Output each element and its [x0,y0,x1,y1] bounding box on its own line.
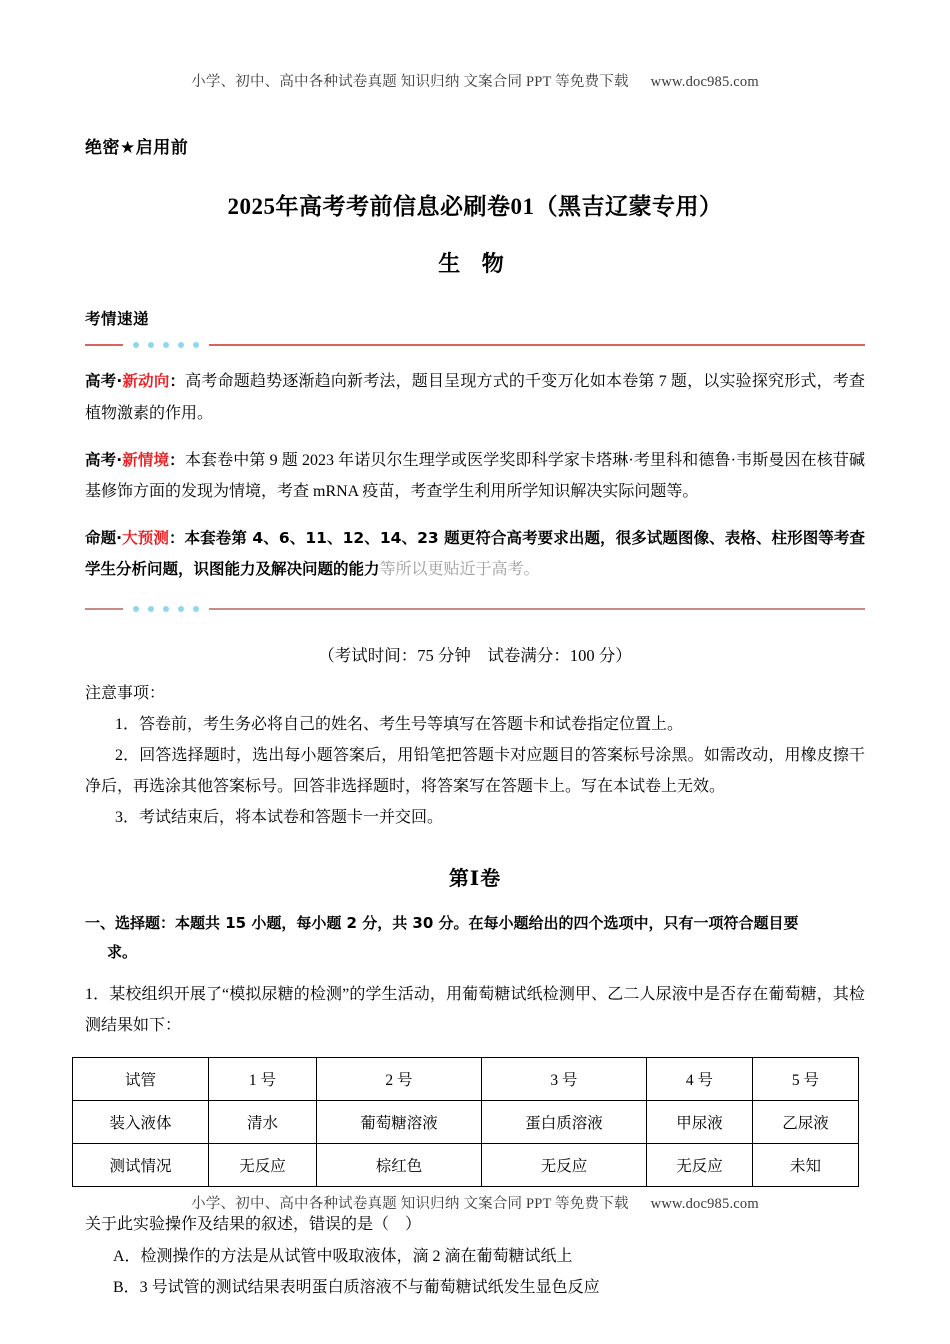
watermark-text: 小学、初中、高中各种试卷真题 知识归纳 文案合同 PPT 等免费下载 [191,74,629,90]
decorative-divider-bottom [85,602,865,616]
table-row [73,1101,859,1144]
divider-dot-icon [148,606,154,612]
table-row [73,1144,859,1187]
notice-item: 3．考试结束后，将本试卷和答题卡一并交回。 [115,809,444,827]
footer-watermark [0,1192,950,1213]
divider-dot-icon [178,342,184,348]
brief-label-prefix: 高考· [85,450,123,469]
table-cell: 无反应 [482,1144,647,1187]
divider-dot-icon [163,606,169,612]
part-title: 第Ⅰ卷 [448,867,502,890]
divider-dot-icon [178,606,184,612]
brief-label-highlight: 新动向 [122,372,170,391]
brief-label-prefix: 高考· [85,372,123,391]
table-cell: 蛋白质溶液 [482,1101,647,1144]
table-cell: 清水 [209,1101,317,1144]
watermark-url: www.doc985.com [650,1196,759,1212]
page-title: 2025年高考考前信息必刷卷01（黑吉辽蒙专用） [227,194,723,219]
divider-dots [133,606,199,612]
divider-dots [133,342,199,348]
divider-dot-icon [193,606,199,612]
table-cell: 测试情况 [73,1144,209,1187]
watermark-url: www.doc985.com [650,74,759,90]
secret-notice: 绝密★启用前 [85,138,189,158]
brief-section-tag: 考情速递 [85,309,150,328]
brief-label-colon: ： [169,372,186,391]
watermark-text: 小学、初中、高中各种试卷真题 知识归纳 文案合同 PPT 等免费下载 [191,1196,629,1212]
table-row [73,1058,859,1101]
brief-item [85,445,865,507]
table-cell: 5 号 [753,1058,859,1101]
brief-label-prefix: 命题· [85,529,123,548]
exam-time-score-line: （考试时间：75 分钟 试卷满分：100 分） [318,645,632,665]
brief-label-highlight: 新情境 [122,450,170,469]
divider-dot-icon [133,342,139,348]
subject-title: 生 物 [438,250,512,276]
divider-dot-icon [148,342,154,348]
divider-segment-long [209,608,865,610]
brief-body-text: 本套卷第 4、6、11、12、14、23 题更符合高考要求出题，很多试题图像、表格、柱形图等考查学生分析问题，识图能力及解决问题的能力 [85,529,865,579]
table-cell: 无反应 [209,1144,317,1187]
question-option: A．检测操作的方法是从试管中吸取液体，滴 2 滴在葡萄糖试纸上 [113,1247,573,1265]
divider-segment-short [85,344,123,346]
table-cell: 无反应 [647,1144,753,1187]
brief-label-highlight: 大预测 [122,529,169,548]
table-cell: 1 号 [209,1058,317,1101]
decorative-divider-top [85,338,865,352]
section-instructions [85,909,865,968]
brief-label-colon: ： [168,529,185,548]
table-cell: 乙尿液 [753,1101,859,1144]
divider-dot-icon [193,342,199,348]
brief-body-text: 本套卷中第 9 题 2023 年诺贝尔生理学或医学奖即科学家卡塔琳·考里科和德鲁·韦斯曼因在核苷碱基修饰方面的发现为情境，考查 mRNA 疫苗，考查学生利用所学知识解决实际问题等。 [85,451,865,501]
table-cell: 4 号 [647,1058,753,1101]
brief-label-colon: ： [169,450,185,469]
table-cell: 棕红色 [317,1144,482,1187]
section-instructions-line1: 一、选择题：本题共 15 小题，每小题 2 分，共 30 分。在每小题给出的四个选项中，只有一项符合题目要 [85,913,799,932]
question-prompt: 关于此实验操作及结果的叙述，错误的是（ ） [85,1216,422,1234]
divider-dot-icon [133,606,139,612]
section-instructions-line2: 求。 [107,942,138,961]
divider-segment-long [209,344,865,346]
brief-body-text: 高考命题趋势逐渐趋向新考法，题目呈现方式的千变万化如本卷第 7 题，以实验探究形式，考查植物激素的作用。 [85,373,865,422]
table-cell: 甲尿液 [647,1101,753,1144]
question-stem: 1．某校组织开展了“模拟尿糖的检测”的学生活动，用葡萄糖试纸检测甲、乙二人尿液中是否存在葡萄糖，其检测结果如下： [85,986,865,1035]
table-cell: 3 号 [482,1058,647,1101]
notice-item: 1．答卷前，考生务必将自己的姓名、考生号等填写在答题卡和试卷指定位置上。 [115,715,684,733]
divider-dot-icon [163,342,169,348]
table-cell: 未知 [753,1144,859,1187]
divider-segment-short [85,608,123,610]
brief-item [85,366,865,428]
brief-body-tail: 等所以更贴近于高考。 [379,561,540,579]
table-cell: 2 号 [317,1058,482,1101]
notice-heading: 注意事项： [85,684,166,702]
document-content [85,0,865,1303]
brief-item [85,523,865,585]
table-cell: 装入液体 [73,1101,209,1144]
table-cell: 试管 [73,1058,209,1101]
question-option: B．3 号试管的测试结果表明蛋白质溶液不与葡萄糖试纸发生显色反应 [113,1278,600,1296]
notice-item: 2．回答选择题时，选出每小题答案后，用铅笔把答题卡对应题目的答案标号涂黑。如需改动，用橡皮擦干净后，再选涂其他答案标号。回答非选择题时，将答案写在答题卡上。写在本试卷上无效。 [85,746,865,796]
table-cell: 葡萄糖溶液 [317,1101,482,1144]
experiment-result-table [72,1057,859,1187]
